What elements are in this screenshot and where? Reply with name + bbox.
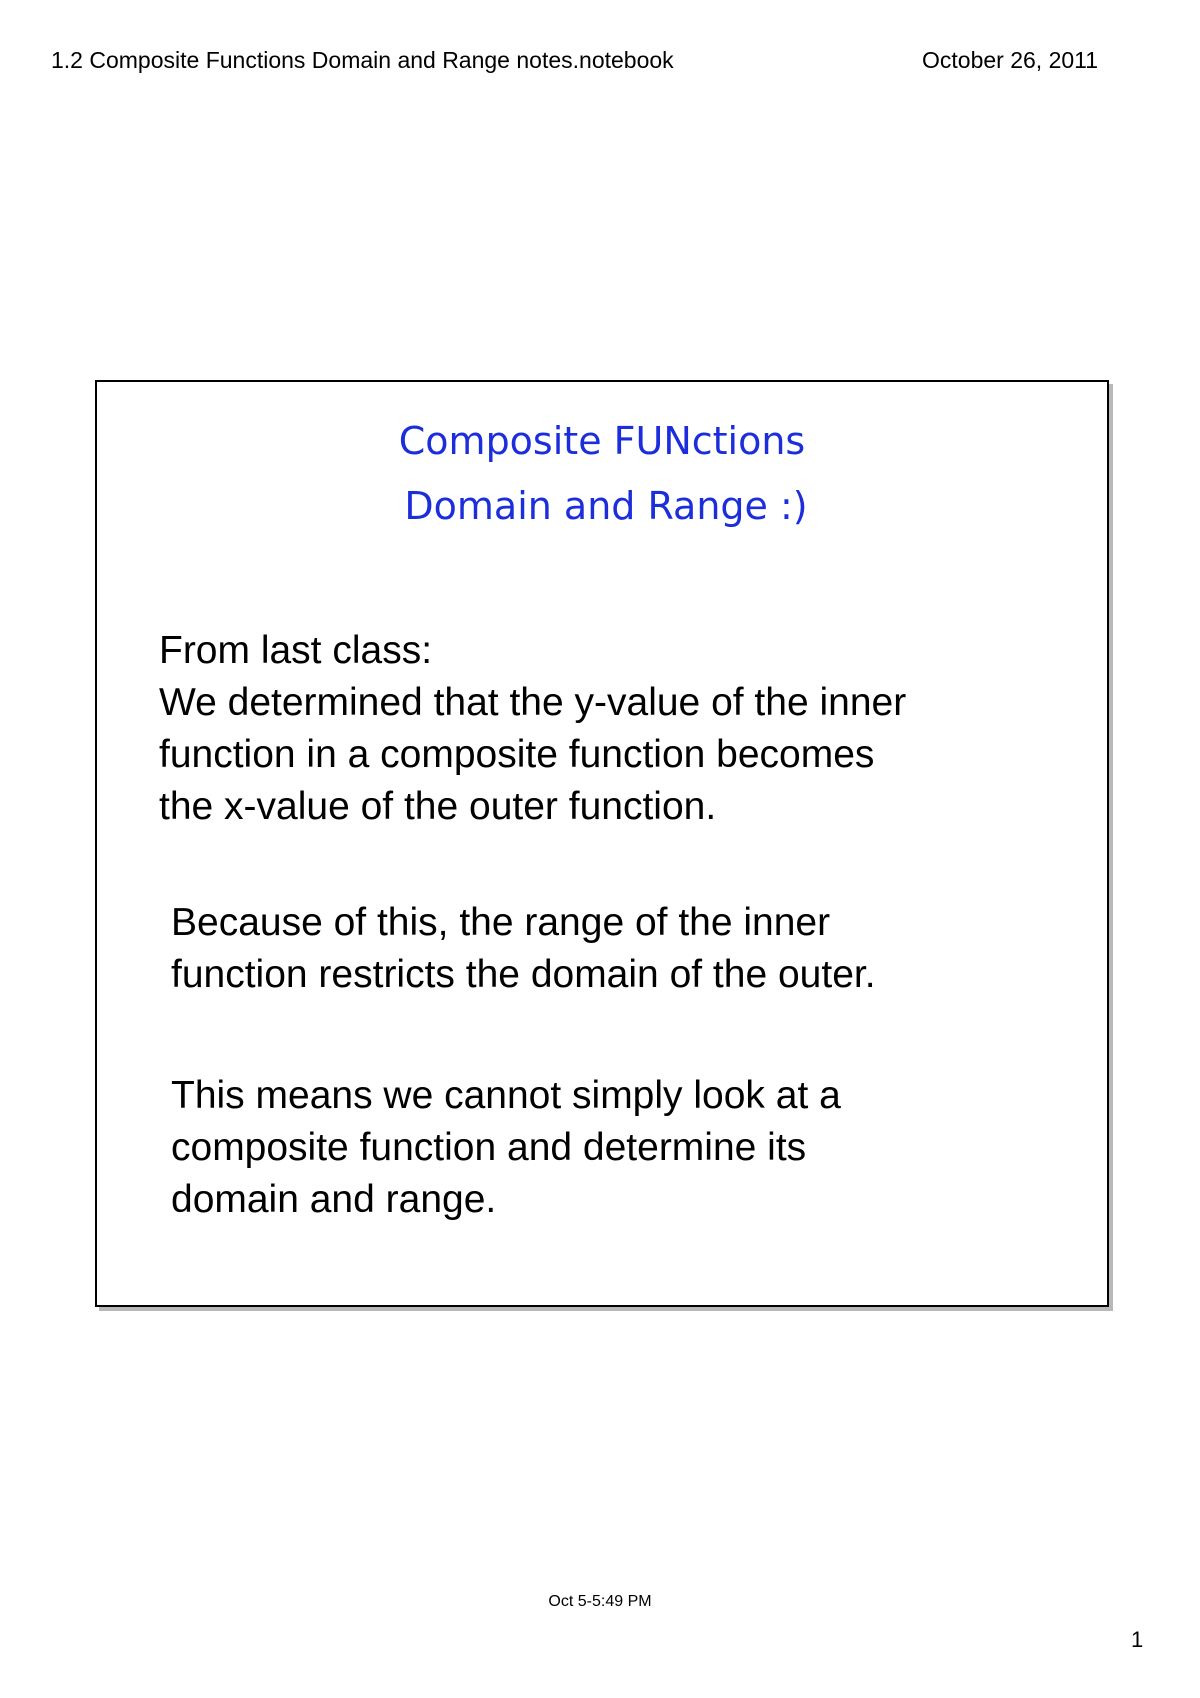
paragraph-range-restricts-domain [171,897,876,1001]
document-date: October 26, 2011 [922,47,1099,73]
paragraph-line: the x-value of the outer function. [159,785,717,828]
paragraph-line: Because of this, the range of the inner [171,901,831,944]
paragraph-line: function restricts the domain of the outer. [171,953,876,996]
paragraph-cannot-simply-look [171,1070,841,1226]
paragraph-line: From last class: [159,629,433,672]
notebook-slide [95,380,1109,1307]
paragraph-line: We determined that the y-value of the inner [159,681,907,724]
paragraph-line: This means we cannot simply look at a [171,1074,841,1117]
slide-title-line-2: Domain and Range :) [404,484,808,528]
paragraph-line: composite function and determine its [171,1126,807,1169]
paragraph-line: function in a composite function becomes [159,733,875,776]
document-title: 1.2 Composite Functions Domain and Range notes.notebook [51,47,674,73]
page-number: 1 [1131,1627,1144,1652]
paragraph-from-last-class [159,625,906,833]
slide-title-line-1: Composite FUNctions [398,419,806,463]
paragraph-line: domain and range. [171,1178,497,1221]
slide-timestamp: Oct 5-5:49 PM [548,1593,652,1610]
